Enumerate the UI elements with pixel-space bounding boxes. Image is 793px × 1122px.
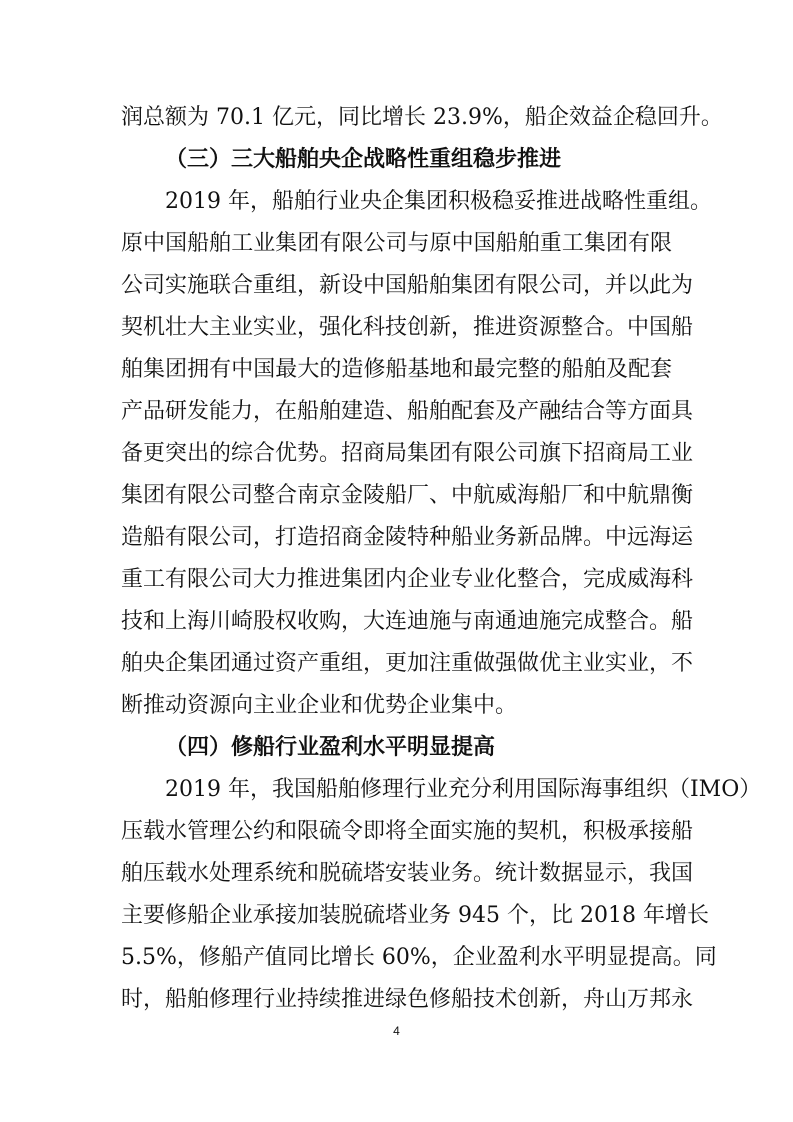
page-number: 4: [393, 1024, 400, 1038]
paragraph-line: 备更突出的综合优势。招商局集团有限公司旗下招商局工业: [121, 441, 694, 466]
paragraph-line: 舶央企集团通过资产重组，更加注重做强做优主业实业，不: [121, 651, 694, 676]
section-heading-3: （三）三大船舶央企战略性重组稳步推进: [165, 147, 562, 172]
paragraph-line: 集团有限公司整合南京金陵船厂、中航威海船厂和中航鼎衡: [121, 483, 694, 508]
paragraph-line: 断推动资源向主业企业和优势企业集中。: [121, 693, 518, 718]
paragraph-line: 舶集团拥有中国最大的造修船基地和最完整的船舶及配套: [121, 357, 672, 382]
paragraph-line: 产品研发能力，在船舶建造、船舶配套及产融结合等方面具: [121, 399, 694, 424]
paragraph-line: 2019 年，船舶行业央企集团积极稳妥推进战略性重组。: [165, 189, 712, 214]
paragraph-line: 舶压载水处理系统和脱硫塔安装业务。统计数据显示，我国: [121, 861, 694, 886]
section-heading-4: （四）修船行业盈利水平明显提高: [165, 735, 496, 760]
paragraph-line: 压载水管理公约和限硫令即将全面实施的契机，积极承接船: [121, 819, 694, 844]
paragraph-line: 2019 年，我国船舶修理行业充分利用国际海事组织（IMO）: [165, 777, 762, 802]
paragraph-line: 重工有限公司大力推进集团内企业专业化整合，完成威海科: [121, 567, 694, 592]
paragraph-line: 5.5%，修船产值同比增长 60%，企业盈利水平明显提高。同: [121, 945, 717, 970]
paragraph-line: 契机壮大主业实业，强化科技创新，推进资源整合。中国船: [121, 315, 694, 340]
paragraph-line: 公司实施联合重组，新设中国船舶集团有限公司，并以此为: [121, 273, 694, 298]
paragraph-line: 技和上海川崎股权收购，大连迪施与南通迪施完成整合。船: [121, 609, 694, 634]
paragraph-line: 润总额为 70.1 亿元，同比增长 23.9%，船企效益企稳回升。: [121, 105, 723, 130]
paragraph-line: 时，船舶修理行业持续推进绿色修船技术创新，舟山万邦永: [121, 987, 694, 1012]
paragraph-line: 主要修船企业承接加装脱硫塔业务 945 个，比 2018 年增长: [121, 903, 709, 928]
paragraph-line: 造船有限公司，打造招商金陵特种船业务新品牌。中远海运: [121, 525, 694, 550]
paragraph-line: 原中国船舶工业集团有限公司与原中国船舶重工集团有限: [121, 231, 672, 256]
